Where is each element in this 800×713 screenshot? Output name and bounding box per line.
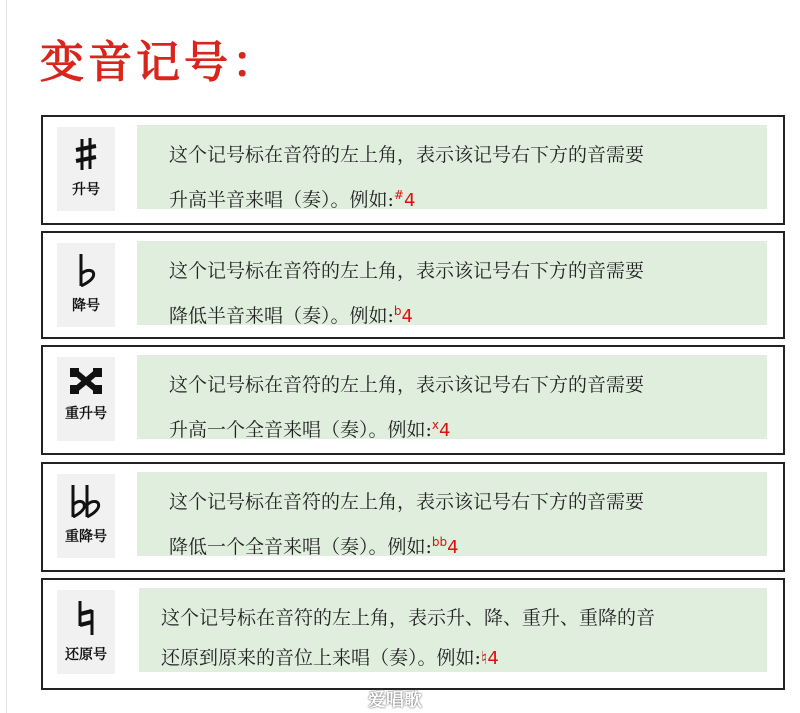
card-double-flat — [41, 462, 785, 572]
double-sharp-example-sign: x — [431, 418, 440, 432]
card-natural — [41, 578, 785, 690]
natural-desc-text: 还原到原来的音位上来唱（奏）。例如: — [161, 647, 481, 669]
double-sharp-desc-line2 — [169, 405, 767, 439]
double-sharp-icon-tile — [57, 357, 115, 441]
sharp-desc-text: 升高半音来唱（奏）。例如: — [169, 189, 394, 209]
natural-icon — [71, 600, 101, 636]
double-flat-label: 重降号 — [65, 529, 107, 545]
double-flat-example-sign: bb — [431, 535, 448, 549]
double-flat-desc-line1: 这个记号标在音符的左上角，表示该记号右下方的音需要 — [169, 491, 645, 513]
double-sharp-description — [137, 355, 767, 439]
natural-label: 还原号 — [65, 647, 107, 663]
flat-icon — [71, 253, 101, 287]
natural-icon-tile — [57, 590, 115, 674]
double-sharp-example-note: 4 — [439, 420, 451, 439]
natural-example-sign: ♮ — [480, 648, 488, 669]
sharp-example-note: 4 — [403, 190, 416, 209]
card-sharp — [41, 115, 785, 225]
sharp-desc-line1: 这个记号标在音符的左上角，表示该记号右下方的音需要 — [169, 144, 645, 166]
sharp-label: 升号 — [72, 182, 100, 198]
natural-desc-line2 — [161, 638, 767, 672]
double-sharp-desc-text: 升高一个全音来唱（奏）。例如: — [169, 419, 432, 439]
natural-example — [481, 648, 499, 669]
double-flat-description — [137, 472, 767, 556]
sharp-example-sign: # — [393, 188, 404, 202]
flat-example-note: 4 — [401, 306, 413, 325]
double-sharp-example — [432, 420, 451, 439]
flat-desc-line2 — [169, 291, 767, 325]
flat-example-sign: b — [393, 304, 402, 318]
double-sharp-label: 重升号 — [65, 406, 107, 422]
double-flat-example-note: 4 — [447, 537, 459, 556]
double-flat-icon — [66, 484, 106, 518]
sharp-description — [137, 125, 767, 209]
flat-description — [137, 241, 767, 325]
flat-label: 降号 — [72, 298, 100, 314]
page-left-rule — [6, 0, 7, 713]
double-flat-example — [432, 537, 459, 556]
sharp-example — [394, 190, 416, 209]
watermark: 爱唱歌 — [368, 690, 422, 711]
double-flat-icon-tile — [57, 474, 115, 558]
natural-desc-line1: 这个记号标在音符的左上角，表示升、降、重升、重降的音 — [161, 607, 656, 629]
flat-desc-text: 降低半音来唱（奏）。例如: — [169, 305, 394, 325]
sharp-desc-line2 — [169, 175, 767, 209]
natural-description — [139, 588, 767, 672]
double-flat-desc-text: 降低一个全音来唱（奏）。例如: — [169, 536, 432, 556]
page-title: 变音记号： — [40, 37, 280, 88]
card-double-sharp — [41, 345, 785, 455]
double-flat-desc-line2 — [169, 522, 767, 556]
flat-desc-line1: 这个记号标在音符的左上角，表示该记号右下方的音需要 — [169, 260, 645, 282]
double-sharp-desc-line1: 这个记号标在音符的左上角，表示该记号右下方的音需要 — [169, 374, 645, 396]
natural-example-note: 4 — [487, 648, 499, 669]
sharp-icon — [71, 137, 101, 171]
flat-icon-tile — [57, 243, 115, 327]
sharp-icon-tile — [57, 127, 115, 211]
flat-example — [394, 306, 413, 325]
double-sharp-icon — [69, 367, 103, 395]
card-flat — [41, 231, 785, 339]
